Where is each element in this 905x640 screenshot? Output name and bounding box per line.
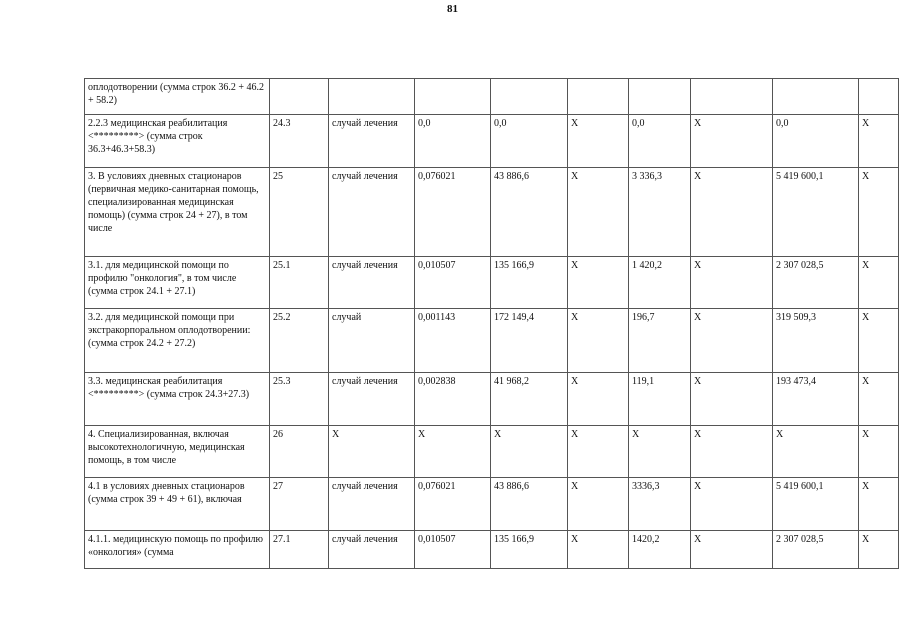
percent-cell bbox=[859, 79, 899, 115]
table-row bbox=[85, 79, 899, 115]
table-row bbox=[85, 373, 899, 426]
cost-per-unit-cell: 0,0 bbox=[491, 115, 568, 168]
row-number-cell: 26 bbox=[270, 426, 329, 478]
indicator-name-cell: 4. Специализированная, включая высокотехнологичную, медицинская помощь, в том числе bbox=[85, 426, 270, 478]
norm-volume-cell: 0,001143 bbox=[415, 309, 491, 373]
budget-per-capita-cell bbox=[568, 79, 629, 115]
oms-total-cell: Х bbox=[773, 426, 859, 478]
budget-per-capita-cell: Х bbox=[568, 309, 629, 373]
norm-volume-cell bbox=[415, 79, 491, 115]
row-number-cell: 25 bbox=[270, 168, 329, 257]
unit-cell: случай лечения bbox=[329, 257, 415, 309]
oms-per-capita-cell: 3336,3 bbox=[629, 478, 691, 531]
budget-total-cell: Х bbox=[691, 115, 773, 168]
oms-total-cell: 5 419 600,1 bbox=[773, 478, 859, 531]
budget-per-capita-cell: Х bbox=[568, 373, 629, 426]
oms-per-capita-cell: 3 336,3 bbox=[629, 168, 691, 257]
indicator-name-cell: 3.2. для медицинской помощи при экстракорпоральном оплодотворении: (сумма строк 24.2 + 27.2) bbox=[85, 309, 270, 373]
budget-per-capita-cell: Х bbox=[568, 115, 629, 168]
oms-per-capita-cell: Х bbox=[629, 426, 691, 478]
budget-total-cell: Х bbox=[691, 168, 773, 257]
oms-total-cell: 0,0 bbox=[773, 115, 859, 168]
budget-per-capita-cell: Х bbox=[568, 426, 629, 478]
data-table bbox=[84, 78, 899, 569]
table-row bbox=[85, 478, 899, 531]
row-number-cell: 27 bbox=[270, 478, 329, 531]
indicator-name-cell: 3.3. медицинская реабилитация <*********> (сумма строк 24.3+27.3) bbox=[85, 373, 270, 426]
indicator-name-cell: 3. В условиях дневных стационаров (первичная медико-санитарная помощь, специализированная медицинская помощь) (сумма строк 24 + 27), в том числе bbox=[85, 168, 270, 257]
unit-cell: случай лечения bbox=[329, 373, 415, 426]
unit-cell: случай bbox=[329, 309, 415, 373]
cost-per-unit-cell: 135 166,9 bbox=[491, 531, 568, 569]
norm-volume-cell: 0,010507 bbox=[415, 531, 491, 569]
percent-cell: Х bbox=[859, 426, 899, 478]
unit-cell: случай лечения bbox=[329, 115, 415, 168]
norm-volume-cell: 0,010507 bbox=[415, 257, 491, 309]
table-row bbox=[85, 309, 899, 373]
cost-per-unit-cell: 43 886,6 bbox=[491, 168, 568, 257]
cost-per-unit-cell: Х bbox=[491, 426, 568, 478]
budget-total-cell: Х bbox=[691, 426, 773, 478]
oms-total-cell: 193 473,4 bbox=[773, 373, 859, 426]
row-number-cell: 27.1 bbox=[270, 531, 329, 569]
oms-total-cell: 319 509,3 bbox=[773, 309, 859, 373]
cost-per-unit-cell: 172 149,4 bbox=[491, 309, 568, 373]
page-number: 81 bbox=[447, 3, 458, 15]
cost-per-unit-cell: 43 886,6 bbox=[491, 478, 568, 531]
table-row bbox=[85, 531, 899, 569]
percent-cell: Х bbox=[859, 531, 899, 569]
budget-per-capita-cell: Х bbox=[568, 257, 629, 309]
percent-cell: Х bbox=[859, 373, 899, 426]
budget-total-cell: Х bbox=[691, 257, 773, 309]
indicator-name-cell: 3.1. для медицинской помощи по профилю "онкология", в том числе (сумма строк 24.1 + 27.1) bbox=[85, 257, 270, 309]
cost-per-unit-cell bbox=[491, 79, 568, 115]
norm-volume-cell: Х bbox=[415, 426, 491, 478]
oms-per-capita-cell: 1 420,2 bbox=[629, 257, 691, 309]
unit-cell: случай лечения bbox=[329, 531, 415, 569]
oms-total-cell: 2 307 028,5 bbox=[773, 531, 859, 569]
budget-total-cell: Х bbox=[691, 478, 773, 531]
oms-per-capita-cell: 0,0 bbox=[629, 115, 691, 168]
table-body bbox=[85, 79, 899, 569]
oms-total-cell: 5 419 600,1 bbox=[773, 168, 859, 257]
norm-volume-cell: 0,076021 bbox=[415, 168, 491, 257]
oms-per-capita-cell bbox=[629, 79, 691, 115]
percent-cell: Х bbox=[859, 478, 899, 531]
budget-per-capita-cell: Х bbox=[568, 168, 629, 257]
norm-volume-cell: 0,002838 bbox=[415, 373, 491, 426]
percent-cell: Х bbox=[859, 309, 899, 373]
unit-cell: Х bbox=[329, 426, 415, 478]
oms-per-capita-cell: 1420,2 bbox=[629, 531, 691, 569]
indicator-name-cell: оплодотворении (сумма строк 36.2 + 46.2 + 58.2) bbox=[85, 79, 270, 115]
percent-cell: Х bbox=[859, 168, 899, 257]
budget-per-capita-cell: Х bbox=[568, 478, 629, 531]
unit-cell: случай лечения bbox=[329, 478, 415, 531]
indicator-name-cell: 4.1 в условиях дневных стационаров (сумма строк 39 + 49 + 61), включая bbox=[85, 478, 270, 531]
unit-cell: случай лечения bbox=[329, 168, 415, 257]
table-row bbox=[85, 426, 899, 478]
norm-volume-cell: 0,076021 bbox=[415, 478, 491, 531]
budget-per-capita-cell: Х bbox=[568, 531, 629, 569]
oms-total-cell: 2 307 028,5 bbox=[773, 257, 859, 309]
oms-total-cell bbox=[773, 79, 859, 115]
oms-per-capita-cell: 196,7 bbox=[629, 309, 691, 373]
row-number-cell: 25.1 bbox=[270, 257, 329, 309]
table-row bbox=[85, 115, 899, 168]
row-number-cell: 25.3 bbox=[270, 373, 329, 426]
row-number-cell: 24.3 bbox=[270, 115, 329, 168]
table-row bbox=[85, 257, 899, 309]
percent-cell: Х bbox=[859, 115, 899, 168]
row-number-cell: 25.2 bbox=[270, 309, 329, 373]
budget-total-cell: Х bbox=[691, 309, 773, 373]
percent-cell: Х bbox=[859, 257, 899, 309]
cost-per-unit-cell: 135 166,9 bbox=[491, 257, 568, 309]
norm-volume-cell: 0,0 bbox=[415, 115, 491, 168]
unit-cell bbox=[329, 79, 415, 115]
row-number-cell bbox=[270, 79, 329, 115]
indicator-name-cell: 4.1.1. медицинскую помощь по профилю «онкология» (сумма bbox=[85, 531, 270, 569]
budget-total-cell bbox=[691, 79, 773, 115]
budget-total-cell: Х bbox=[691, 531, 773, 569]
table-row bbox=[85, 168, 899, 257]
cost-per-unit-cell: 41 968,2 bbox=[491, 373, 568, 426]
budget-total-cell: Х bbox=[691, 373, 773, 426]
indicator-name-cell: 2.2.3 медицинская реабилитация <*********> (сумма строк 36.3+46.3+58.3) bbox=[85, 115, 270, 168]
oms-per-capita-cell: 119,1 bbox=[629, 373, 691, 426]
